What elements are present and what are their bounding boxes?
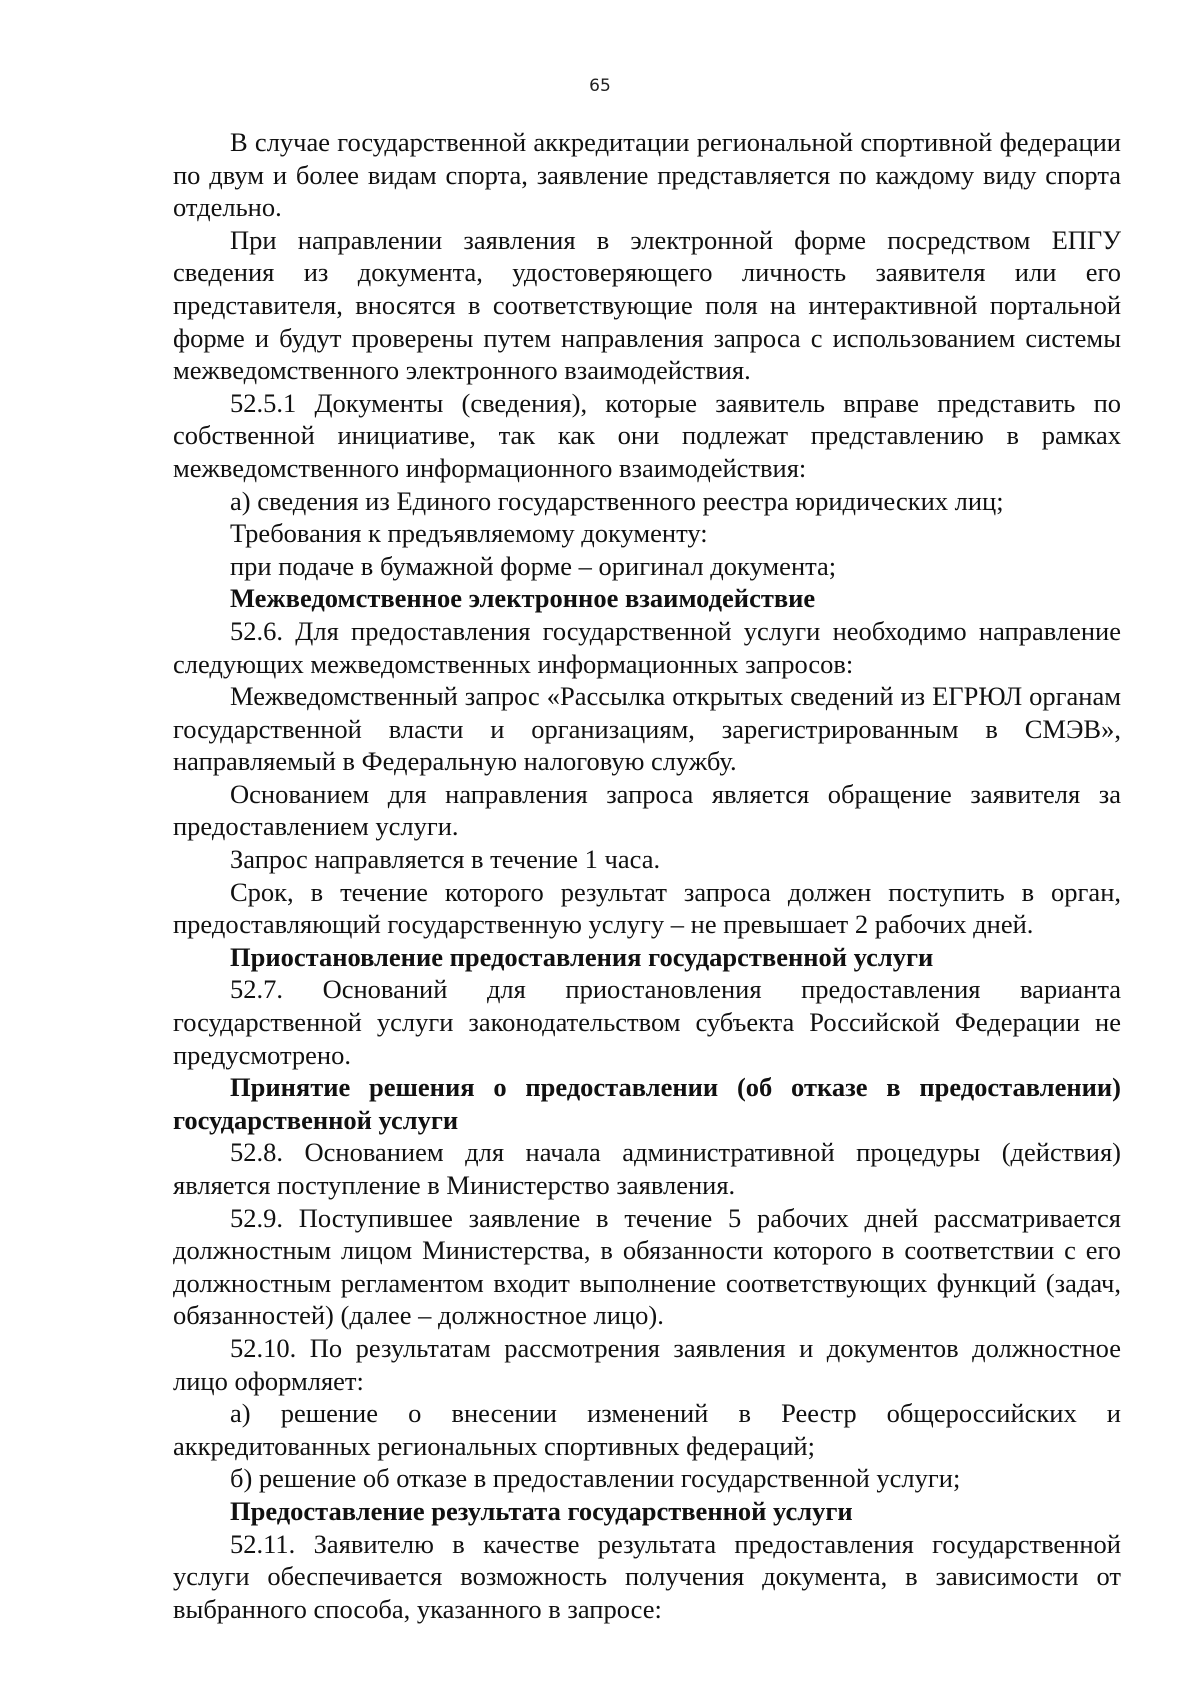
section-heading: Приостановление предоставления государственной услуги [230,941,934,972]
page-number: 65 [589,76,611,96]
section-heading: Принятие решения о предоставлении (об отказе в предоставлении) государственной услуги [173,1072,1121,1135]
section-heading: Предоставление результата государственной услуги [230,1495,853,1526]
paragraph: 52.5.1 Документы (сведения), которые заявитель вправе представить по собственной инициативе, так как они подлежат представлению в рамках межведомственного информационного взаимодействия: [173,387,1121,483]
paragraph: Требования к предъявляемому документу: [230,518,708,549]
paragraph: При направлении заявления в электронной форме посредством ЕПГУ сведения из документа, удостоверяющего личность заявителя или его представителя, вносятся в соответствующие поля на интерактивной портальной форме и будут проверены путем направления запроса с использованием системы межведомственного электронного взаимодействия. [173,224,1121,386]
document-body [173,126,1121,1625]
paragraph: Срок, в течение которого результат запроса должен поступить в орган, предоставляющий государственную услугу – не превышает 2 рабочих дней. [173,876,1121,940]
section-heading: Межведомственное электронное взаимодействие [230,583,816,614]
paragraph: 52.11. Заявителю в качестве результата предоставления государственной услуги обеспечивается возможность получения документа, в зависимости от выбранного способа, указанного в запросе: [173,1528,1121,1624]
paragraph: Основанием для направления запроса является обращение заявителя за предоставлением услуги. [173,778,1121,842]
paragraph: Запрос направляется в течение 1 часа. [230,844,661,875]
paragraph: 52.8. Основанием для начала административной процедуры (действия) является поступление в Министерство заявления. [173,1137,1121,1200]
paragraph: 52.9. Поступившее заявление в течение 5 рабочих дней рассматривается должностным лицом Министерства, в обязанности которого в соответствии с его должностным регламентом входит выполнение соответствующих функций (задач, обязанностей) (далее – должностное лицо). [173,1202,1121,1331]
paragraph: а) решение о внесении изменений в Реестр общероссийских и аккредитованных региональных спортивных федераций; [173,1398,1121,1461]
paragraph: 52.7. Оснований для приостановления предоставления варианта государственной услуги законодательством субъекта Российской Федерации не предусмотрено. [173,974,1121,1070]
paragraph: В случае государственной аккредитации региональной спортивной федерации по двум и более видам спорта, заявление представляется по каждому виду спорта отдельно. [173,127,1121,223]
paragraph: Межведомственный запрос «Рассылка открытых сведений из ЕГРЮЛ органам государственной власти и организациям, зарегистрированным в СМЭВ», направляемый в Федеральную налоговую службу. [173,681,1121,777]
paragraph: при подаче в бумажной форме – оригинал документа; [230,550,837,581]
paragraph: 52.6. Для предоставления государственной услуги необходимо направление следующих межведомственных информационных запросов: [173,615,1121,679]
paragraph: а) сведения из Единого государственного реестра юридических лиц; [230,485,1004,516]
paragraph: 52.10. По результатам рассмотрения заявления и документов должностное лицо оформляет: [173,1332,1121,1396]
paragraph: б) решение об отказе в предоставлении государственной услуги; [230,1463,961,1494]
